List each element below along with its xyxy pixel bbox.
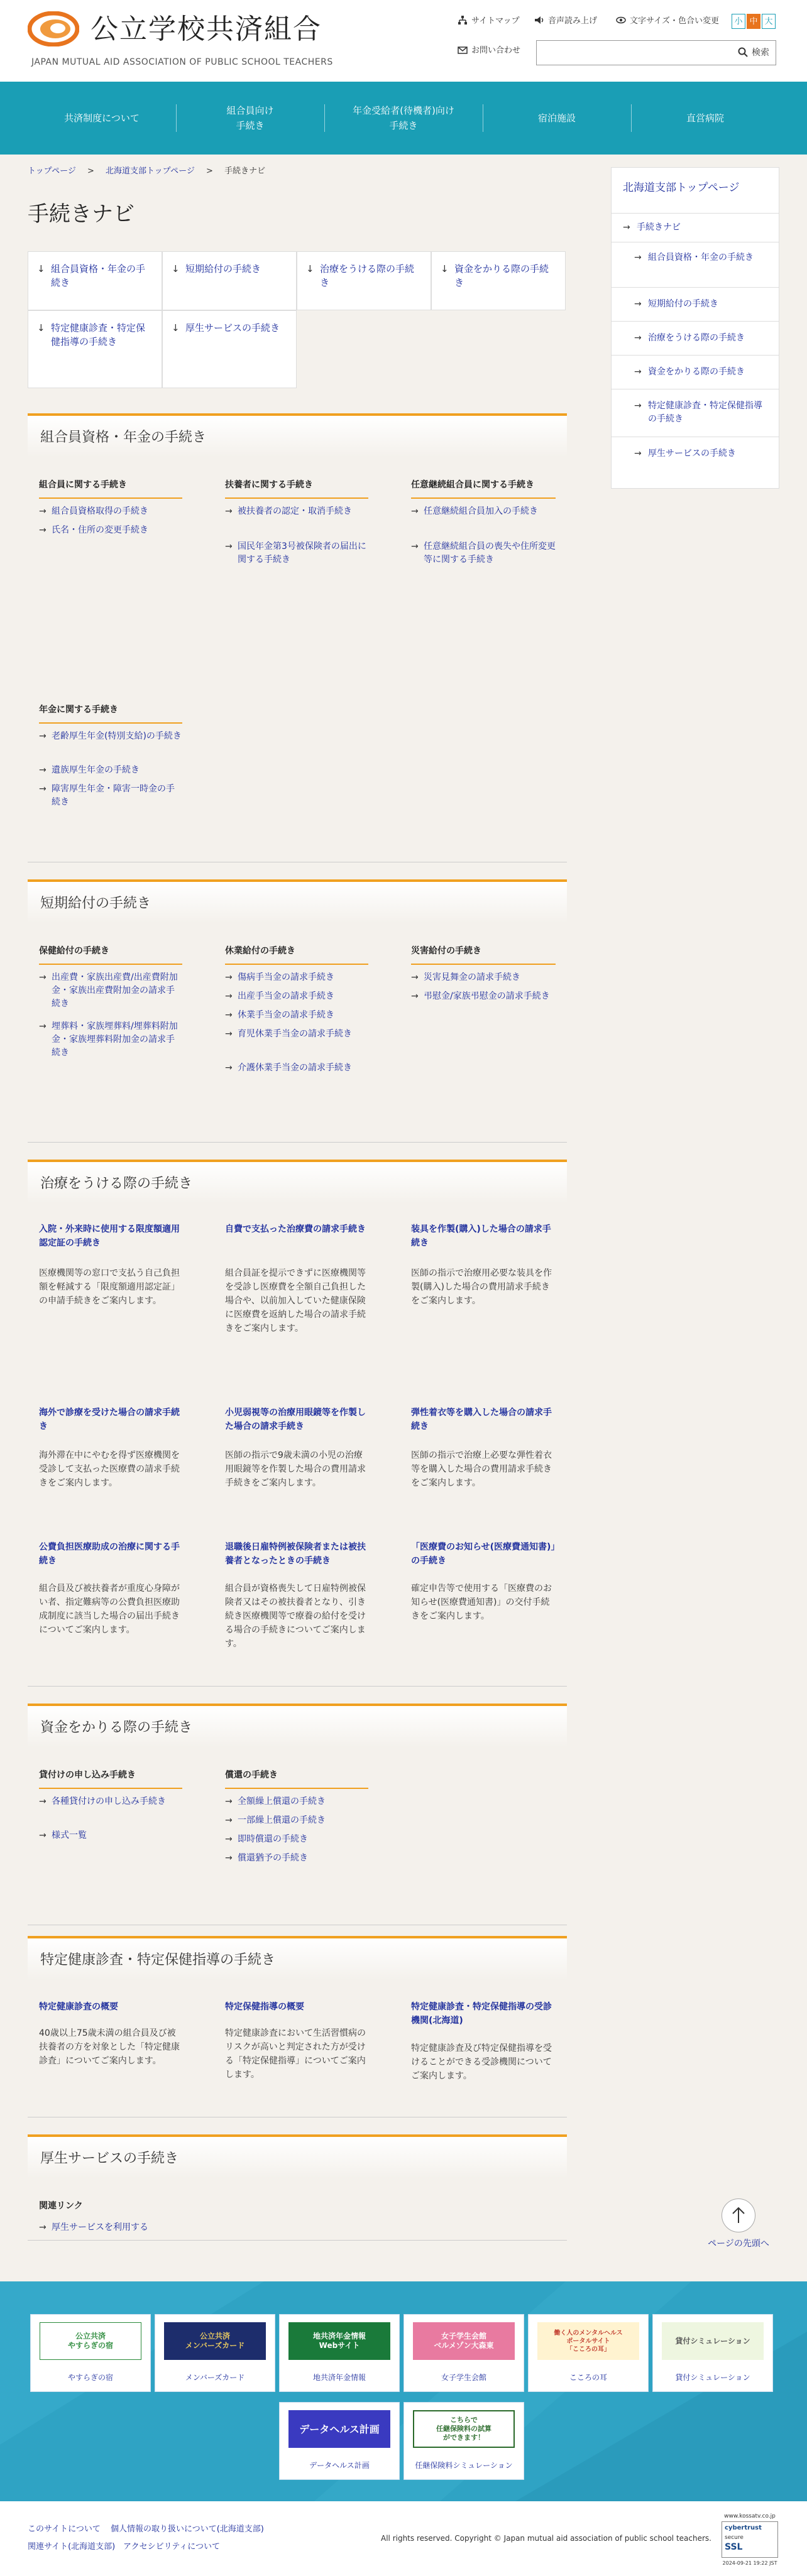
contact-label: お問い合わせ xyxy=(471,46,521,55)
related-link[interactable] xyxy=(39,2221,228,2234)
arrow-right-icon: → xyxy=(634,448,642,459)
section-divider xyxy=(28,2240,567,2241)
quicknav-label: 資金をかりる際の手続き xyxy=(454,263,549,288)
banner-image: データヘルス計画 xyxy=(288,2410,390,2448)
arrow-right-icon: → xyxy=(225,972,233,982)
sidebar-item-loans[interactable] xyxy=(612,355,779,389)
sidebar-title[interactable]: 北海道支部トップページ xyxy=(623,182,740,194)
procedure-description: 40歳以上75歳未満の組合員及び被扶養者の方を対象とした「特定健康診査」についてご案内します。 xyxy=(39,2028,180,2066)
search-input[interactable] xyxy=(537,41,725,65)
sidebar-item-label: 厚生サービスの手続き xyxy=(648,448,736,459)
arrow-right-icon: → xyxy=(225,991,233,1001)
banner-image: 地共済年金情報 Webサイト xyxy=(288,2322,390,2360)
procedure-link[interactable] xyxy=(39,730,182,743)
sidebar-item-label: 組合員資格・年金の手続き xyxy=(648,253,754,263)
nav-item-pensioner-procedures[interactable]: 年金受給者(待機者)向け 手続き xyxy=(353,105,454,131)
search-icon xyxy=(738,47,748,57)
procedure-title-link[interactable]: 弾性着衣等を購入した場合の請求手続き xyxy=(411,1408,552,1432)
procedure-title-link[interactable]: 自費で支払った治療費の請求手続き xyxy=(225,1224,366,1234)
procedure-description: 組合員が資格喪失して日雇特例被保険者又はその被扶養者となり、引き続き医療機関等で療養の給付を受ける場合の手続きについてご案内します。 xyxy=(225,1584,366,1649)
banner-caption: こころの耳 xyxy=(569,2373,607,2382)
link-label: 出産費・家族出産費/出産費附加金・家族出産費附加金の請求手続き xyxy=(52,972,178,1009)
procedure-link[interactable] xyxy=(225,1062,368,1075)
procedure-link[interactable] xyxy=(39,764,182,777)
arrow-right-icon: → xyxy=(225,1815,233,1825)
link-label: 様式一覧 xyxy=(52,1830,87,1840)
arrow-right-icon: → xyxy=(634,401,642,411)
procedure-link[interactable] xyxy=(39,783,182,809)
procedure-link[interactable] xyxy=(225,1028,368,1041)
quicknav-welfare[interactable] xyxy=(162,310,297,388)
procedure-link[interactable] xyxy=(39,1795,182,1808)
arrow-right-icon: → xyxy=(39,1796,47,1807)
procedure-link[interactable] xyxy=(225,1833,368,1846)
arrow-right-icon: → xyxy=(225,1796,233,1807)
banner-image: 公立共済 メンバーズカード xyxy=(164,2322,266,2360)
link-label: 任意継続組合員の喪失や住所変更等に関する手続き xyxy=(424,541,556,565)
procedure-link[interactable] xyxy=(225,971,368,984)
column-heading: 償還の手続き xyxy=(225,1769,368,1789)
arrow-right-icon: → xyxy=(225,1853,233,1863)
link-label: 全額繰上償還の手続き xyxy=(238,1796,326,1807)
link-label: 災害見舞金の請求手続き xyxy=(424,972,520,982)
procedure-link[interactable] xyxy=(225,1795,368,1808)
banner-yasuragi[interactable] xyxy=(30,2314,151,2392)
arrow-right-icon: → xyxy=(623,222,630,232)
sidebar-item-welfare[interactable] xyxy=(612,437,779,488)
banner-women-dormitory[interactable] xyxy=(404,2314,524,2392)
procedure-link[interactable] xyxy=(411,505,556,518)
arrow-right-icon: → xyxy=(39,2222,47,2232)
procedure-title-link[interactable]: 特定健康診査の概要 xyxy=(39,2002,118,2012)
arrow-right-icon: → xyxy=(634,299,642,309)
font-size-small-button[interactable]: 小 xyxy=(732,14,745,29)
procedure-link[interactable] xyxy=(225,1852,368,1865)
text-size-color-label: 文字サイズ・色合い変更 xyxy=(630,16,719,26)
column-heading: 扶養者に関する手続き xyxy=(225,479,368,499)
sidebar-item-label: 短期給付の手続き xyxy=(648,299,718,309)
logo-subtitle: JAPAN MUTUAL AID ASSOCIATION OF PUBLIC SCHOOL TEACHERS xyxy=(31,57,333,67)
sidebar xyxy=(611,167,779,489)
breadcrumb-home[interactable]: トップページ xyxy=(28,166,76,176)
quicknav-membership-pension[interactable] xyxy=(28,251,162,310)
banner-kokoro-no-mimi[interactable] xyxy=(528,2314,649,2392)
ssl-seal-line2: SSL xyxy=(725,2542,743,2552)
column-heading: 貸付けの申し込み手続き xyxy=(39,1769,182,1789)
arrow-right-icon: → xyxy=(225,1010,233,1020)
link-label: 出産手当金の請求手続き xyxy=(238,991,334,1001)
banner-image: 働く人のメンタルヘルス ポータルサイト 「こころの耳」 xyxy=(537,2322,639,2360)
arrow-right-icon: → xyxy=(411,991,419,1001)
footer-link-related-sites[interactable]: 関連サイト(北海道支部) xyxy=(28,2542,116,2552)
sidebar-item-label: 手続きナビ xyxy=(637,222,681,232)
procedure-title-link[interactable]: 「医療費のお知らせ(医療費通知書)」の手続き xyxy=(411,1542,556,1566)
link-label: 弔慰金/家族弔慰金の請求手続き xyxy=(424,991,550,1001)
search-form xyxy=(536,40,776,65)
procedure-link[interactable] xyxy=(39,971,182,1011)
procedure-title-link[interactable]: 入院・外来時に使用する限度額適用認定証の手続き xyxy=(39,1224,180,1248)
link-label: 即時償還の手続き xyxy=(238,1834,308,1844)
quicknav-loans[interactable] xyxy=(431,251,566,310)
link-label: 介護休業手当金の請求手続き xyxy=(238,1063,352,1073)
banner-members-card[interactable] xyxy=(155,2314,275,2392)
procedure-description: 特定健康診査及び特定保健指導を受けることができる受診機関についてご案内します。 xyxy=(411,2043,552,2081)
quicknav-label: 短期給付の手続き xyxy=(185,263,261,274)
arrow-right-icon: → xyxy=(39,972,47,982)
arrow-right-icon: → xyxy=(411,541,419,552)
search-button[interactable] xyxy=(738,47,769,58)
banner-caption: 貸付シミュレーション xyxy=(675,2373,750,2382)
footer-link-accessibility[interactable]: アクセシビリティについて xyxy=(123,2542,221,2552)
banner-premium-simulation[interactable] xyxy=(404,2402,524,2480)
procedure-link[interactable] xyxy=(225,1814,368,1827)
section-heading-treatment: 治療をうける際の手続き xyxy=(28,1160,567,1204)
arrow-right-icon: → xyxy=(39,765,47,775)
procedure-link[interactable] xyxy=(39,524,182,537)
ssl-seal-url: www.kossatv.co.jp xyxy=(724,2513,776,2519)
page-top-button[interactable] xyxy=(704,2198,773,2261)
sidebar-item-label: 特定健康診査・特定保健指導の手続き xyxy=(648,401,762,424)
link-label: 厚生サービスを利用する xyxy=(52,2222,148,2232)
quicknav-label: 組合員資格・年金の手続き xyxy=(51,263,146,288)
procedure-link[interactable] xyxy=(411,990,556,1003)
nav-item-lodging[interactable]: 宿泊施設 xyxy=(537,112,576,124)
sidebar-item-procedure-navi[interactable] xyxy=(612,213,779,242)
procedure-link[interactable] xyxy=(411,540,556,567)
sidebar-item-label: 資金をかりる際の手続き xyxy=(648,367,745,377)
nav-item-system[interactable]: 共済制度について xyxy=(64,112,140,124)
sitemap-label: サイトマップ xyxy=(471,16,520,26)
banner-image: 女子学生会館 ベルメゾン大森東 xyxy=(413,2322,515,2360)
arrow-right-icon: → xyxy=(411,972,419,982)
sitemap-icon xyxy=(458,15,468,25)
column-heading: 任意継続組合員に関する手続き xyxy=(411,479,556,499)
sidebar-item-health-checkup[interactable] xyxy=(612,389,779,437)
arrow-right-icon: → xyxy=(634,367,642,377)
breadcrumb-separator: > xyxy=(87,166,94,176)
arrow-down-icon: ↓ xyxy=(37,322,45,334)
quicknav-label: 治療をうける際の手続き xyxy=(320,263,415,288)
procedure-link[interactable] xyxy=(39,1829,182,1842)
link-label: 任意継続組合員加入の手続き xyxy=(424,506,538,516)
footer-link-about[interactable]: このサイトについて xyxy=(28,2524,101,2534)
procedure-link[interactable] xyxy=(225,990,368,1003)
quicknav-short-term-benefits[interactable] xyxy=(162,251,297,310)
footer-copyright: All rights reserved. Copyright © Japan mutual aid association of public school teachers. xyxy=(381,2534,711,2543)
ssl-seal-line1: secure xyxy=(725,2535,744,2541)
banner-caption: 地共済年金情報 xyxy=(312,2373,366,2382)
breadcrumb xyxy=(28,166,265,177)
arrow-right-icon: → xyxy=(39,731,47,741)
font-size-medium-button[interactable]: 中 xyxy=(747,14,760,29)
link-label: 埋葬料・家族埋葬料/埋葬料附加金・家族埋葬料附加金の請求手続き xyxy=(52,1021,178,1058)
column-heading: 年金に関する手続き xyxy=(39,704,182,724)
arrow-right-icon: → xyxy=(225,506,233,516)
procedure-description: 医師の指示で治療用必要な装具を作製(購入)した場合の費用請求手続きをご案内します。 xyxy=(411,1268,552,1306)
banner-caption: データヘルス計画 xyxy=(309,2461,370,2470)
arrow-right-icon: → xyxy=(411,506,419,516)
nav-item-member-procedures[interactable]: 組合員向け 手続き xyxy=(226,105,274,131)
sidebar-item-treatment[interactable] xyxy=(612,321,779,355)
quicknav-health-checkup[interactable] xyxy=(28,310,162,388)
procedure-title-link[interactable]: 特定保健指導の概要 xyxy=(225,2002,304,2012)
procedure-title-link[interactable]: 退職後日雇特例被保険者または被扶養者となったときの手続き xyxy=(225,1542,366,1566)
arrow-right-icon: → xyxy=(225,541,233,552)
contact-link[interactable] xyxy=(458,45,520,57)
banner-data-health[interactable] xyxy=(279,2402,400,2480)
site-footer xyxy=(0,2501,807,2576)
procedure-link[interactable] xyxy=(39,1020,182,1060)
banner-pension-info[interactable] xyxy=(279,2314,400,2392)
banner-caption: 任継保険料シミュレーション xyxy=(415,2461,513,2470)
section-heading-short-term-benefits: 短期給付の手続き xyxy=(28,879,567,923)
site-logo[interactable] xyxy=(28,9,392,65)
banner-caption: 女子学生会館 xyxy=(441,2373,486,2382)
arrow-right-icon: → xyxy=(39,1830,47,1840)
page-title: 手続きナビ xyxy=(28,202,134,227)
text-size-color-link[interactable] xyxy=(616,15,719,27)
sidebar-item-membership-pension[interactable] xyxy=(612,242,779,287)
site-header xyxy=(0,0,807,82)
link-label: 各種貸付けの申し込み手続き xyxy=(52,1796,166,1807)
sidebar-item-short-term-benefits[interactable] xyxy=(612,287,779,321)
page-top-label: ページの先頭へ xyxy=(708,2239,769,2249)
global-nav xyxy=(0,82,807,155)
ssl-seal[interactable] xyxy=(719,2513,781,2569)
banner-image: こちらで 任継保険料の試算 ができます！ xyxy=(413,2410,515,2448)
logo-mark-icon xyxy=(28,11,79,46)
mail-icon xyxy=(458,46,468,55)
section-heading-welfare: 厚生サービスの手続き xyxy=(28,2134,567,2178)
sitemap-link[interactable] xyxy=(458,15,520,27)
banner-image: 貸付シミュレーション xyxy=(662,2322,764,2360)
banner-loan-simulation[interactable] xyxy=(652,2314,773,2392)
procedure-title-link[interactable]: 装具を作製(購入)した場合の請求手続き xyxy=(411,1224,551,1248)
link-label: 被扶養者の認定・取消手続き xyxy=(238,506,352,516)
arrow-up-icon xyxy=(722,2199,755,2232)
section-divider xyxy=(28,1686,567,1687)
nav-item-hospitals[interactable]: 直営病院 xyxy=(686,112,724,124)
link-label: 育児休業手当金の請求手続き xyxy=(238,1029,352,1039)
ssl-seal-badge xyxy=(722,2521,778,2558)
voice-readout-label: 音声読み上げ xyxy=(548,16,598,26)
procedure-link[interactable] xyxy=(39,505,182,518)
procedure-title-link[interactable]: 公費負担医療助成の治療に関する手続き xyxy=(39,1542,180,1566)
section-divider xyxy=(28,1142,567,1143)
breadcrumb-current: 手続きナビ xyxy=(224,166,266,176)
procedure-title-link[interactable]: 特定健康診査・特定保健指導の受診機関(北海道) xyxy=(411,2002,552,2026)
link-label: 老齢厚生年金(特別支給)の手続き xyxy=(52,731,182,741)
procedure-link[interactable] xyxy=(225,1009,368,1022)
sidebar-item-label: 治療をうける際の手続き xyxy=(648,333,745,343)
speaker-icon xyxy=(534,15,544,25)
procedure-description: 医療機関等の窓口で支払う自己負担額を軽減する「限度額適用認定証」の申請手続きをご案内します。 xyxy=(39,1268,180,1306)
arrow-right-icon: → xyxy=(225,1029,233,1039)
procedure-description: 特定健康診査において生活習慣病のリスクが高いと判定された方が受ける「特定保健指導」についてご案内します。 xyxy=(225,2028,366,2080)
quicknav-label: 特定健康診査・特定保健指導の手続き xyxy=(51,322,146,347)
column-heading: 保健給付の手続き xyxy=(39,945,182,965)
link-label: 氏名・住所の変更手続き xyxy=(52,525,148,535)
procedure-link[interactable] xyxy=(411,971,556,984)
page-top-circle xyxy=(722,2198,755,2232)
link-label: 傷病手当金の請求手続き xyxy=(238,972,334,982)
link-label: 遺族厚生年金の手続き xyxy=(52,765,140,775)
link-label: 償還猶予の手続き xyxy=(238,1853,308,1863)
ssl-seal-date: 2024-09-21 19:22 JST xyxy=(722,2560,777,2566)
procedure-description: 海外滞在中にやむを得ず医療機関を受診して支払った医療費の請求手続きをご案内します。 xyxy=(39,1450,180,1488)
column-heading: 休業給付の手続き xyxy=(225,945,368,965)
arrow-right-icon: → xyxy=(225,1834,233,1844)
related-links-heading: 関連リンク xyxy=(39,2201,83,2211)
arrow-down-icon: ↓ xyxy=(172,263,180,274)
procedure-description: 組合員及び被扶養者が重度心身障がい者、指定難病等の公費負担医療助成制度に該当した場合の届出手続きについてご案内します。 xyxy=(39,1584,180,1635)
breadcrumb-branch[interactable]: 北海道支部トップページ xyxy=(106,166,195,176)
ssl-seal-brand: cybertrust xyxy=(725,2524,762,2531)
logo-title: 公立学校共済組合 xyxy=(91,13,322,45)
procedure-link[interactable] xyxy=(225,540,368,567)
voice-readout-link[interactable] xyxy=(534,15,597,27)
arrow-down-icon: ↓ xyxy=(441,263,449,274)
quicknav-label: 厚生サービスの手続き xyxy=(185,322,280,334)
banner-image: 公立共済 やすらぎの宿 xyxy=(40,2322,141,2360)
breadcrumb-separator: > xyxy=(206,166,213,176)
arrow-right-icon: → xyxy=(39,525,47,535)
link-label: 組合員資格取得の手続き xyxy=(52,506,148,516)
column-heading: 組合員に関する手続き xyxy=(39,479,182,499)
font-size-large-button[interactable]: 大 xyxy=(762,14,776,29)
banner-caption: メンバーズカード xyxy=(185,2373,245,2382)
quicknav-treatment[interactable] xyxy=(297,251,431,310)
arrow-right-icon: → xyxy=(39,784,47,794)
procedure-title-link[interactable]: 海外で診療を受けた場合の請求手続き xyxy=(39,1408,180,1432)
section-heading-membership-pension: 組合員資格・年金の手続き xyxy=(28,413,567,457)
section-heading-loans: 資金をかりる際の手続き xyxy=(28,1704,567,1747)
link-label: 休業手当金の請求手続き xyxy=(238,1010,334,1020)
section-heading-health-checkup: 特定健康診査・特定保健指導の手続き xyxy=(28,1936,567,1980)
arrow-right-icon: → xyxy=(225,1063,233,1073)
procedure-description: 組合員証を提示できずに医療機関等を受診し医療費を全額自己負担した場合や、以前加入していた健康保険に医療費を返納した場合の請求手続きをご案内します。 xyxy=(225,1268,366,1334)
link-label: 国民年金第3号被保険者の届出に関する手続き xyxy=(238,541,366,565)
arrow-right-icon: → xyxy=(39,506,47,516)
procedure-description: 確定申告等で使用する「医療費のお知らせ(医療費通知書)」の交付手続きをご案内します。 xyxy=(411,1584,552,1621)
procedure-description: 医師の指示で治療上必要な弾性着衣等を購入した場合の費用請求手続きをご案内します。 xyxy=(411,1450,552,1488)
column-heading: 災害給付の手続き xyxy=(411,945,556,965)
procedure-title-link[interactable]: 小児弱視等の治療用眼鏡等を作製した場合の請求手続き xyxy=(225,1408,366,1432)
arrow-right-icon: → xyxy=(39,1021,47,1031)
arrow-right-icon: → xyxy=(634,333,642,343)
procedure-description: 医師の指示で9歳未満の小児の治療用眼鏡等を作製した場合の費用請求手続きをご案内します。 xyxy=(225,1450,366,1488)
link-label: 一部繰上償還の手続き xyxy=(238,1815,326,1825)
footer-link-privacy[interactable]: 個人情報の取り扱いについて(北海道支部) xyxy=(111,2524,264,2534)
arrow-down-icon: ↓ xyxy=(37,263,45,274)
search-button-label: 検索 xyxy=(752,48,769,58)
arrow-down-icon: ↓ xyxy=(172,322,180,334)
procedure-link[interactable] xyxy=(225,505,368,518)
banner-area xyxy=(0,2281,807,2501)
eye-icon xyxy=(616,15,626,25)
banner-caption: やすらぎの宿 xyxy=(67,2373,113,2382)
arrow-down-icon: ↓ xyxy=(306,263,314,274)
arrow-right-icon: → xyxy=(634,253,642,263)
link-label: 障害厚生年金・障害一時金の手続き xyxy=(52,784,175,807)
